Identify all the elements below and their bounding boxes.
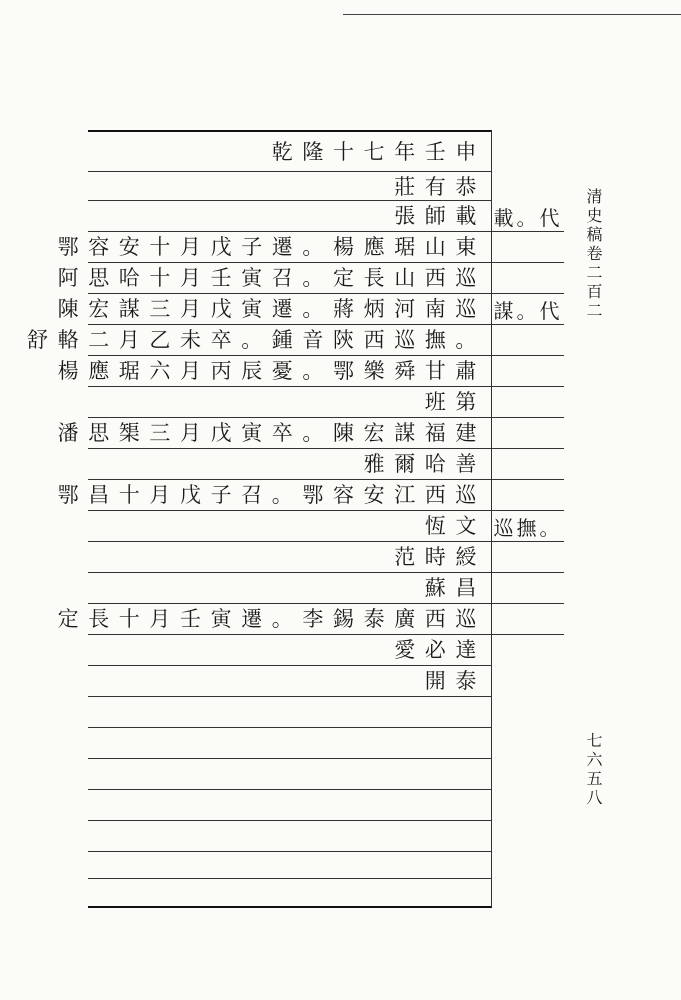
note-divider [492,572,564,573]
page-number: 七六五八 [584,732,603,808]
table-row [57,480,490,511]
note-divider [492,417,564,418]
row-text: 鄂昌十月戊子召。鄂容安江西巡 [57,483,486,507]
row-text: 班第 [424,390,486,414]
row-text: 雅爾哈善 [363,452,486,476]
row-text: 定長十月壬寅遷。李錫泰廣西巡 [57,607,486,631]
row-text: 阿思哈十月壬寅召。定長山西巡 [57,266,486,290]
note-divider [492,448,564,449]
table-row [92,172,490,203]
note-text: 謀。代 [493,299,563,323]
running-title: 清史稿卷二百二 [584,188,603,321]
note-text: 巡撫。 [493,516,563,540]
row-text: 恆文 [424,514,486,538]
table-row [92,449,490,480]
table-row [57,263,490,294]
row-divider [88,727,492,728]
row-text: 愛必達 [394,638,486,662]
table-row [92,201,490,232]
row-text: 范時綬 [394,545,486,569]
table-row [57,418,490,449]
row-text: 莊有恭 [394,175,486,199]
row-text: 張師載 [394,204,486,228]
top-rule [343,14,681,15]
table-row [57,294,490,325]
note-divider [492,479,564,480]
note-divider [492,386,564,387]
column-divider [491,130,492,907]
note-cell [494,511,562,542]
table-row [92,137,490,168]
table-row [92,573,490,604]
table-bottom-border [88,906,492,908]
row-text: 乾隆十七年壬申 [271,140,486,164]
table-row [92,635,490,666]
table-row [92,666,490,697]
table-row [57,356,490,387]
note-divider [492,603,564,604]
row-divider [88,851,492,852]
row-text: 開泰 [424,669,486,693]
table-row [92,511,490,542]
table-row [92,542,490,573]
row-text: 蘇昌 [424,576,486,600]
table-row [92,387,490,418]
note-cell [494,294,562,325]
note-divider [492,634,564,635]
row-text: 陳宏謀三月戊寅遷。蔣炳河南巡 [57,297,486,321]
row-text: 舒輅二月乙未卒。鍾音陝西巡撫。 [27,328,486,352]
row-text: 鄂容安十月戊子遷。楊應琚山東 [57,235,486,259]
row-divider [88,758,492,759]
row-divider [88,820,492,821]
row-divider [88,878,492,879]
row-text: 潘思榘三月戊寅卒。陳宏謀福建 [57,421,486,445]
note-divider [492,262,564,263]
table-row [27,325,490,356]
note-divider [492,355,564,356]
table-top-border [88,130,492,132]
table-row [57,604,490,635]
note-cell [494,201,562,232]
row-text: 楊應琚六月丙辰憂。鄂樂舜甘肅 [57,359,486,383]
note-text: 載。代 [493,206,563,230]
table-row [57,232,490,263]
row-divider [88,789,492,790]
